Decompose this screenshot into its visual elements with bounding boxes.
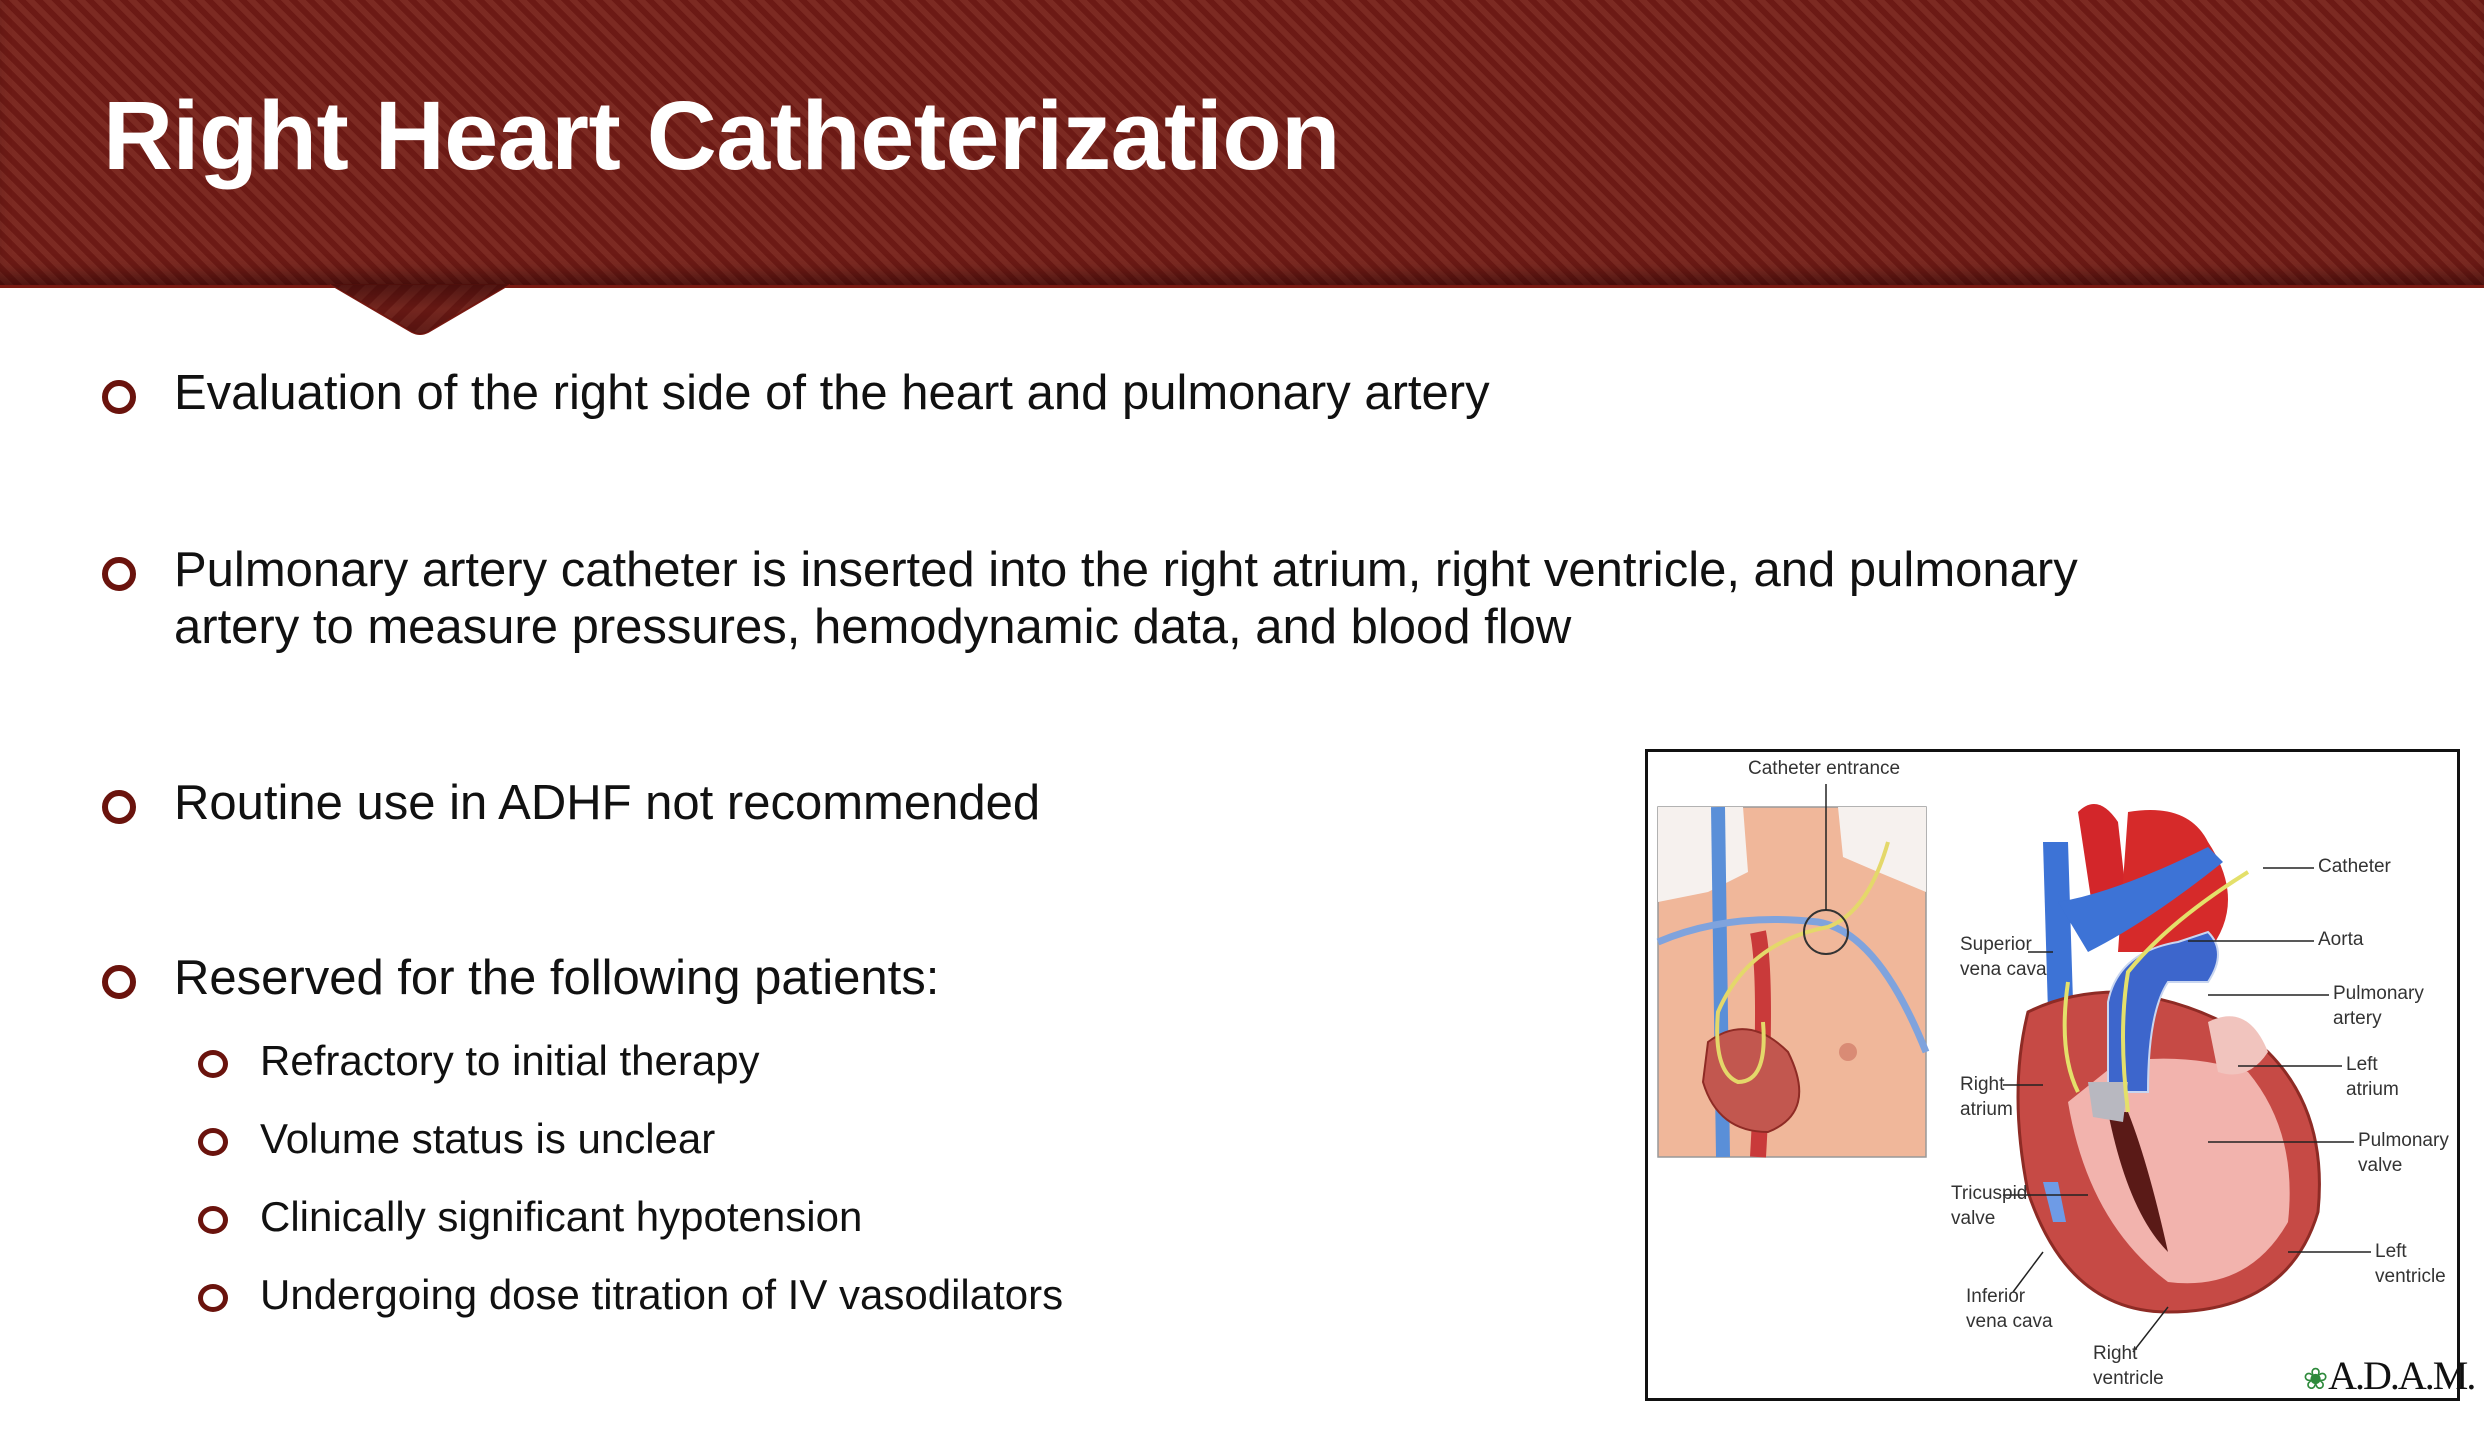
label-line: Superior: [1960, 934, 2032, 955]
label-line: atrium: [2346, 1079, 2399, 1100]
label-left-atrium: [2346, 1052, 2399, 1102]
bullet-item: Routine use in ADHF not recommended: [174, 776, 1041, 830]
hollow-circle-sub-bullet-icon: [198, 1206, 228, 1234]
sub-bullet-item: Refractory to initial therapy: [260, 1037, 760, 1084]
label-line: Left: [2346, 1054, 2378, 1075]
bullet-item-line1: Pulmonary artery catheter is inserted into the right atrium, right ventricle, and pulmonary: [174, 543, 2078, 597]
hollow-circle-sub-bullet-icon: [198, 1128, 228, 1156]
hollow-circle-sub-bullet-icon: [198, 1284, 228, 1312]
label-right-ventricle: [2093, 1341, 2164, 1391]
adam-logo-text: A.D.A.M.: [2328, 1353, 2475, 1398]
hollow-circle-bullet-icon: [102, 557, 136, 591]
label-line: atrium: [1960, 1099, 2013, 1120]
heart-catheter-diagram: [1645, 749, 2475, 1401]
adam-logo: [2303, 1352, 2474, 1399]
label-catheter-entrance: Catheter entrance: [1748, 758, 1901, 779]
label-line: artery: [2333, 1008, 2382, 1029]
label-line: valve: [1951, 1208, 1996, 1229]
label-superior-vena-cava: [1960, 932, 2047, 982]
label-line: ventricle: [2093, 1368, 2164, 1389]
label-line: Right: [1960, 1074, 2005, 1095]
sub-bullet-item: Clinically significant hypotension: [260, 1193, 863, 1240]
label-line: vena cava: [1966, 1311, 2053, 1332]
label-line: vena cava: [1960, 959, 2047, 980]
label-pulmonary-artery: [2333, 981, 2424, 1031]
sub-bullet-item: Undergoing dose titration of IV vasodilators: [260, 1271, 1064, 1318]
sub-bullet-item: Volume status is unclear: [260, 1115, 716, 1162]
leaf-icon: ❀: [2303, 1363, 2327, 1396]
bullet-item-line2: artery to measure pressures, hemodynamic data, and blood flow: [174, 600, 1572, 654]
hollow-circle-bullet-icon: [102, 965, 136, 999]
hollow-circle-sub-bullet-icon: [198, 1050, 228, 1078]
label-line: Right: [2093, 1343, 2138, 1364]
label-line: Left: [2375, 1241, 2407, 1262]
label-right-atrium: [1960, 1072, 2013, 1122]
heart-cross-section-image: [2018, 804, 2319, 1312]
label-inferior-vena-cava: [1966, 1284, 2053, 1334]
label-aorta: Aorta: [2318, 929, 2364, 950]
label-catheter: Catheter: [2318, 856, 2391, 877]
label-left-ventricle: [2375, 1239, 2446, 1289]
hollow-circle-bullet-icon: [102, 790, 136, 824]
bullet-item: Evaluation of the right side of the heart and pulmonary artery: [174, 366, 1490, 420]
label-pulmonary-valve: [2358, 1128, 2449, 1178]
bullet-item: Reserved for the following patients:: [174, 951, 940, 1005]
label-line: Tricuspid: [1951, 1183, 2028, 1204]
slide-title: Right Heart Catheterization: [103, 81, 1340, 190]
torso-inset-image: [1658, 784, 1926, 1157]
label-line: ventricle: [2375, 1266, 2446, 1287]
label-tricuspid-valve: [1951, 1181, 2027, 1231]
label-line: valve: [2358, 1155, 2403, 1176]
banner-pointer: [330, 284, 510, 336]
label-line: Pulmonary: [2358, 1130, 2449, 1151]
hollow-circle-bullet-icon: [102, 380, 136, 414]
label-line: Inferior: [1966, 1286, 2026, 1307]
label-line: Pulmonary: [2333, 983, 2424, 1004]
